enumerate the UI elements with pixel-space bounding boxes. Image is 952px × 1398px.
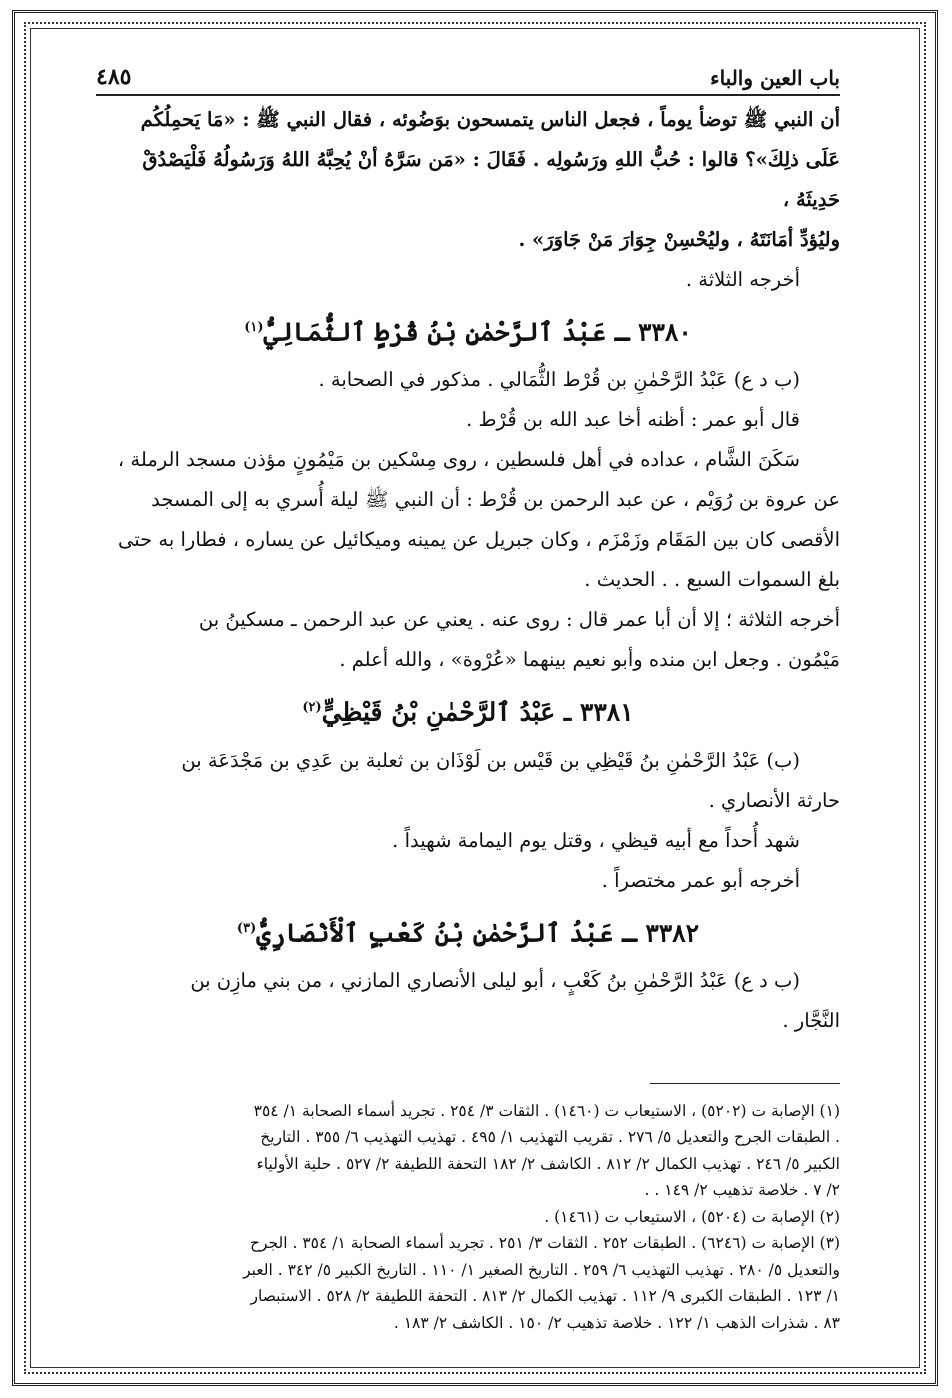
text-line: بلغ السموات السبع . . الحديث . [584, 568, 840, 592]
entry-title-3380 [96, 304, 840, 356]
text-line: أخرجه الثلاثة . [685, 268, 800, 291]
footnote-line: والتعديل ٥/ ٢٨٠ . تهذيب التهذيب ٦/ ٢٥٩ . التاريخ الصغير ١/ ١١٠ . التاريخ الكبير ٥/ ٣٤٢ . العبر [243, 1260, 840, 1279]
text-line: أن النبي ﷺ توضأ يوماً ، فجعل الناس يتمسحون بوَضُوئه ، فقال النبي ﷺ : «مَا يَحمِلُكُم [140, 108, 840, 131]
text-line: الأقصى كان بين المَقَام وزَمْزَم ، وكان جبريل عن يمينه وميكائيل عن يساره ، فطارا به حتى [118, 528, 840, 552]
footnote-separator [650, 1083, 840, 1084]
entry-title-text: ٣٣٨٠ ـ عَبْدُ ٱلرَّحْمٰنِ بْنُ قُرْطٍ ٱلثُّمَالِيُّ [263, 317, 692, 347]
footnote-line: ٢/ ٧ . خلاصة تذهيب ٢/ ١٤٩ . . [644, 1181, 840, 1200]
entry-title-3382 [96, 905, 840, 957]
text-line: أخرجه الثلاثة ؛ إلا أن أبا عمر قال : روى عنه . يعني عن عبد الرحمن ـ مسكينُ بن [198, 608, 840, 632]
footnote-line: ٨٣ . شذرات الذهب ١/ ١٢٢ . خلاصة تذهيب ٢/ ١٥٠ . الكاشف ٢/ ١٨٣ . [393, 1313, 840, 1332]
main-text [96, 100, 840, 1041]
text-line: حارثة الأنصاري . [708, 788, 840, 812]
footnote-line: . الطبقات الجرح والتعديل ٥/ ٢٧٦ . تقريب التهذيب ١/ ٤٩٥ . تهذيب التهذيب ٦/ ٣٥٥ . التاريخ [260, 1128, 840, 1147]
text-line: سَكَنَ الشَّام ، عداده في أهل فلسطين ، روى مِسْكين بن مَيْمُونٍ مؤذن مسجد الرملة ، [117, 448, 800, 472]
page-content [96, 60, 840, 1340]
footnote-marker: (١) [244, 320, 264, 335]
entry-title-text: ٣٣٨٢ ـ عَبْدُ ٱلرَّحْمٰنِ بْنُ كَعْبٍ ٱلْأَنْصَارِيُّ [256, 917, 700, 947]
chapter-title: باب العين والباء [710, 66, 840, 90]
text-line: (ب) عَبْدُ الرَّحْمٰنِ بنُ قَيْظِي بن قَيْس بن لَوْذَان بن ثعلبة بن عَدِي بن مَجْدَعَة بن [181, 748, 800, 772]
text-line: (ب د ع) عَبْدُ الرَّحْمٰنِ بن قُرْط الثُّمَالي . مذكور في الصحابة . [318, 368, 800, 392]
footnote-line: (٣) الإصابة ت (٦٢٤٦) . الطبقات ٢٥٢ . الثقات ٣/ ٢٥١ . تجريد أسماء الصحابة ١/ ٣٥٤ . الجرح [249, 1234, 840, 1253]
text-line: عن عروة بن رُوَيْم ، عن عبد الرحمن بن قُرْط : أن النبي ﷺ ليلة أُسري به إلى المسجد [151, 488, 840, 512]
text-line: (ب د ع) عَبْدُ الرَّحْمٰنِ بنُ كَعْبٍ ، أبو ليلى الأنصاري المازني ، من بني مازِن بن [190, 968, 800, 992]
text-line: قال أبو عمر : أظنه أخا عبد الله بن قُرْط . [466, 408, 800, 432]
entry-title-3381 [96, 684, 840, 736]
running-header [96, 60, 840, 96]
footnotes [96, 1098, 840, 1337]
text-line: أخرجه أبو عمر مختصراً . [601, 868, 800, 892]
page-number: ٤٨٥ [96, 64, 132, 90]
text-line: النَّجَّار . [782, 1008, 840, 1032]
footnote-line: ١/ ١٢٣ . الطبقات الكبرى ٩/ ١١٢ . تهذيب الكمال ٢/ ٨١٣ . التحفة اللطيفة ٢/ ٥٢٨ . الاستبصار [250, 1287, 840, 1306]
text-line: عَلَى ذلِكَ»؟ قالوا : حُبُّ اللهِ ورَسُولِه . فَقَالَ : «مَن سَرَّهُ أنْ يُحِبَّهُ اللهُ وَرَسُولُهُ فَلْيَصْدُقْ حَدِيثَهُ ، [142, 148, 840, 211]
footnote-line: (١) الإصابة ت (٥٢٠٢) ، الاستيعاب ت (١٤٦٠) . الثقات ٣/ ٢٥٤ . تجريد أسماء الصحابة ١/ ٣٥٤ [253, 1101, 840, 1120]
footnote-line: الكبير ٥/ ٢٤٦ . تهذيب الكمال ٢/ ٨١٢ . الكاشف ٢/ ١٨٢ التحفة اللطيفة ٢/ ٥٢٧ . حلية الأولياء [256, 1154, 840, 1173]
text-line: مَيْمُون . وجعل ابن منده وأبو نعيم بينهما «عُرْوة» ، والله أعلم . [339, 648, 840, 672]
text-line: شهد أُحداً مع أبيه قيظي ، وقتل يوم اليمامة شهيداً . [392, 828, 800, 852]
text-line: وليُؤدِّ أمَانَتَهُ ، وليُحْسِنْ جِوَارَ مَنْ جَاوَرَ» . [518, 228, 840, 251]
footnote-marker: (٣) [236, 920, 257, 936]
entry-title-text: ٣٣٨١ ـ عَبْدُ ٱلرَّحْمٰنِ بْنُ قَيْظِيٍّ [321, 697, 634, 727]
footnote-line: (٢) الإصابة ت (٥٢٠٤) ، الاستيعاب ت (١٤٦١) . [544, 1207, 840, 1226]
footnote-marker: (٢) [302, 700, 322, 716]
